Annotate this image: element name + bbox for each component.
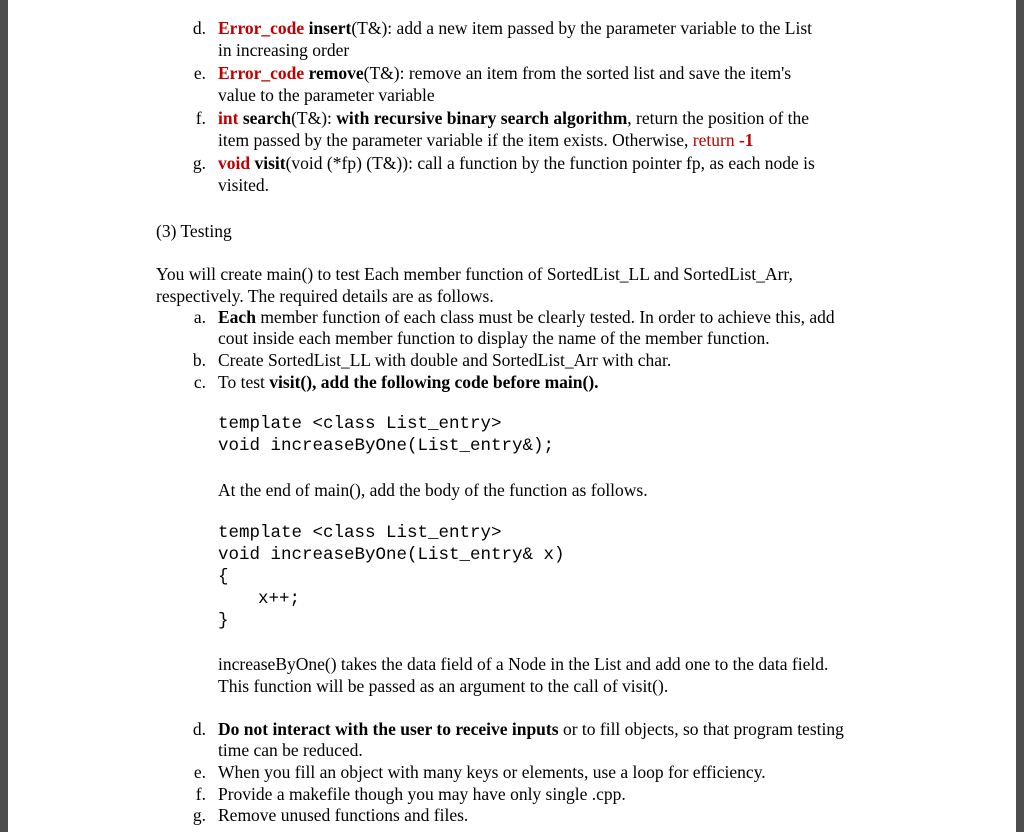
final-item-f: Provide a makefile though you may have only single .cpp. — [218, 784, 626, 804]
testing-item-b: Create SortedList_LL with double and SortedList_Arr with char. — [218, 350, 672, 370]
error-code-keyword: Error_code — [218, 63, 305, 83]
final-list-marker-e: e. — [193, 762, 206, 782]
after-main-instruction: At the end of main(), add the body of the function as follows. — [218, 480, 648, 500]
search-function-name: search — [242, 108, 292, 128]
intro-line-2: respectively. The required details are as follows. — [156, 286, 494, 306]
error-code-keyword: Error_code — [218, 18, 305, 38]
code-open-brace: { — [218, 567, 229, 587]
list-marker-c: c. — [193, 372, 206, 392]
code-close-brace: } — [218, 611, 229, 631]
visit-item: void visit(void (*fp) (T&)): call a function by the function pointer fp, as each node is — [218, 153, 815, 173]
final-list-marker-f: f. — [195, 784, 206, 804]
testing-item-c: To test visit(), add the following code before main(). — [218, 372, 599, 392]
int-keyword: int — [218, 108, 239, 128]
code-definition-line-1: template <class List_entry> — [218, 523, 502, 543]
right-edge-bar — [1016, 0, 1024, 832]
visit-item-cont: visited. — [218, 175, 270, 195]
final-list-marker-d: d. — [192, 719, 206, 739]
remove-function-name: remove — [308, 63, 364, 83]
final-item-d: Do not interact with the user to receive inputs or to fill objects, so that program testing — [218, 719, 844, 739]
code-definition-line-2: void increaseByOne(List_entry& x) — [218, 545, 565, 565]
final-item-d-cont: time can be reduced. — [218, 740, 363, 760]
remove-item-cont: value to the parameter variable — [218, 85, 435, 105]
final-list-marker-g: g. — [192, 805, 206, 825]
increase-desc-line-2: This function will be passed as an argument to the call of visit(). — [218, 676, 669, 696]
remove-item: Error_code remove(T&): remove an item from the sorted list and save the item's — [218, 63, 792, 83]
visit-function-name: visit — [254, 153, 286, 173]
insert-item: Error_code insert(T&): add a new item passed by the parameter variable to the List — [218, 18, 813, 38]
insert-function-name: insert — [308, 18, 352, 38]
intro-line-1: You will create main() to test Each member function of SortedList_LL and SortedList_Arr, — [156, 264, 793, 284]
search-item-cont: item passed by the parameter variable if the item exists. Otherwise, return -1 — [218, 130, 754, 150]
final-item-e: When you fill an object with many keys or elements, use a loop for efficiency. — [218, 762, 766, 782]
left-edge-bar — [0, 0, 8, 832]
testing-item-a-cont: cout inside each member function to display the name of the member function. — [218, 328, 770, 348]
section-heading: (3) Testing — [156, 221, 232, 241]
increase-desc-line-1: increaseByOne() takes the data field of a Node in the List and add one to the data field. — [218, 654, 829, 674]
list-marker-g: g. — [192, 153, 206, 173]
list-marker-b: b. — [192, 350, 206, 370]
list-marker-a: a. — [193, 307, 206, 327]
list-marker-e: e. — [193, 63, 206, 83]
code-declaration-line-2: void increaseByOne(List_entry&); — [218, 436, 555, 456]
code-declaration-line-1: template <class List_entry> — [218, 414, 502, 434]
final-item-g: Remove unused functions and files. — [218, 805, 469, 825]
list-marker-f: f. — [195, 108, 206, 128]
search-item: int search(T&): with recursive binary search algorithm, return the position of the — [218, 108, 810, 128]
list-marker-d: d. — [192, 18, 206, 38]
void-keyword: void — [218, 153, 251, 173]
insert-item-cont: in increasing order — [218, 40, 350, 60]
testing-item-a: Each member function of each class must be clearly tested. In order to achieve this, add — [218, 307, 835, 327]
code-increment: x++; — [258, 589, 301, 609]
